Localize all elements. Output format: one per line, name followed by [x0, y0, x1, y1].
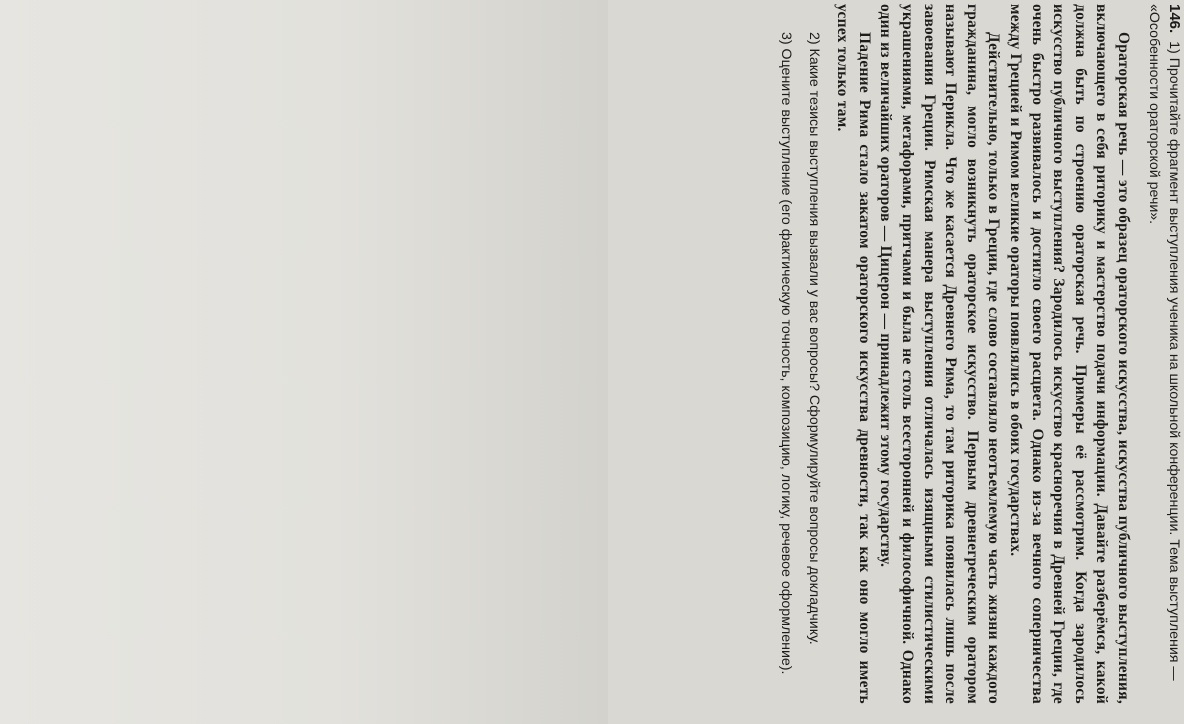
rotated-text-block — [594, 4, 1184, 704]
question-3: 3) Оцените выступление (его фактическую точность, композицию, логику, речевое оформление). — [777, 32, 794, 675]
speech-paragraph-1: Ораторская речь — это образец ораторского искусства, искусства публичного выступления, включающего в себя риторику и мастерство подачи информации. Давайте разберёмся, какой должна быть по строению ораторская речь. Примеры её рассмотрим. Когда зародилось искусство публичного выступления? Зародилось искусство красноречия в Древней Греции, где очень быстро развивалось и достигло своего расцвета. Однако из-за вечного соперничества между Грецией и Римом великие ораторы появлялись в обоих государствах. — [1007, 4, 1132, 704]
speech-fragment — [832, 4, 1134, 704]
task-instruction: 1) Прочитайте фрагмент выступления ученика на школьной конференции. Тема выступления — «Особенности ораторской речи». — [1146, 4, 1182, 681]
speech-paragraph-3: Падение Рима стало закатом ораторского искусства древности, так как оно могло иметь успех только там. — [834, 4, 873, 704]
task-number: 146. — [1166, 4, 1183, 34]
task-header — [1144, 4, 1184, 704]
question-2: 2) Какие тезисы выступления вызвали у вас вопросы? Сформулируйте вопросы докладчику. — [805, 32, 822, 645]
speech-paragraph-2: Действительно, только в Греции, где слово составляло неотъемлемую часть жизни каждого гражданина, могло возникнуть ораторское искусство. Первым древнегреческим оратором называют Перикла. Что же касается Древнего Рима, то там риторика появилась лишь после завоевания Греции. Римская манера выступления отличалась изящными стилистическими украшениями, метафорами, притчами и была не столь всесторонней и философичной. Однако один из величайших ораторов — Цицерон — принадлежит этому государству. — [877, 4, 1003, 704]
